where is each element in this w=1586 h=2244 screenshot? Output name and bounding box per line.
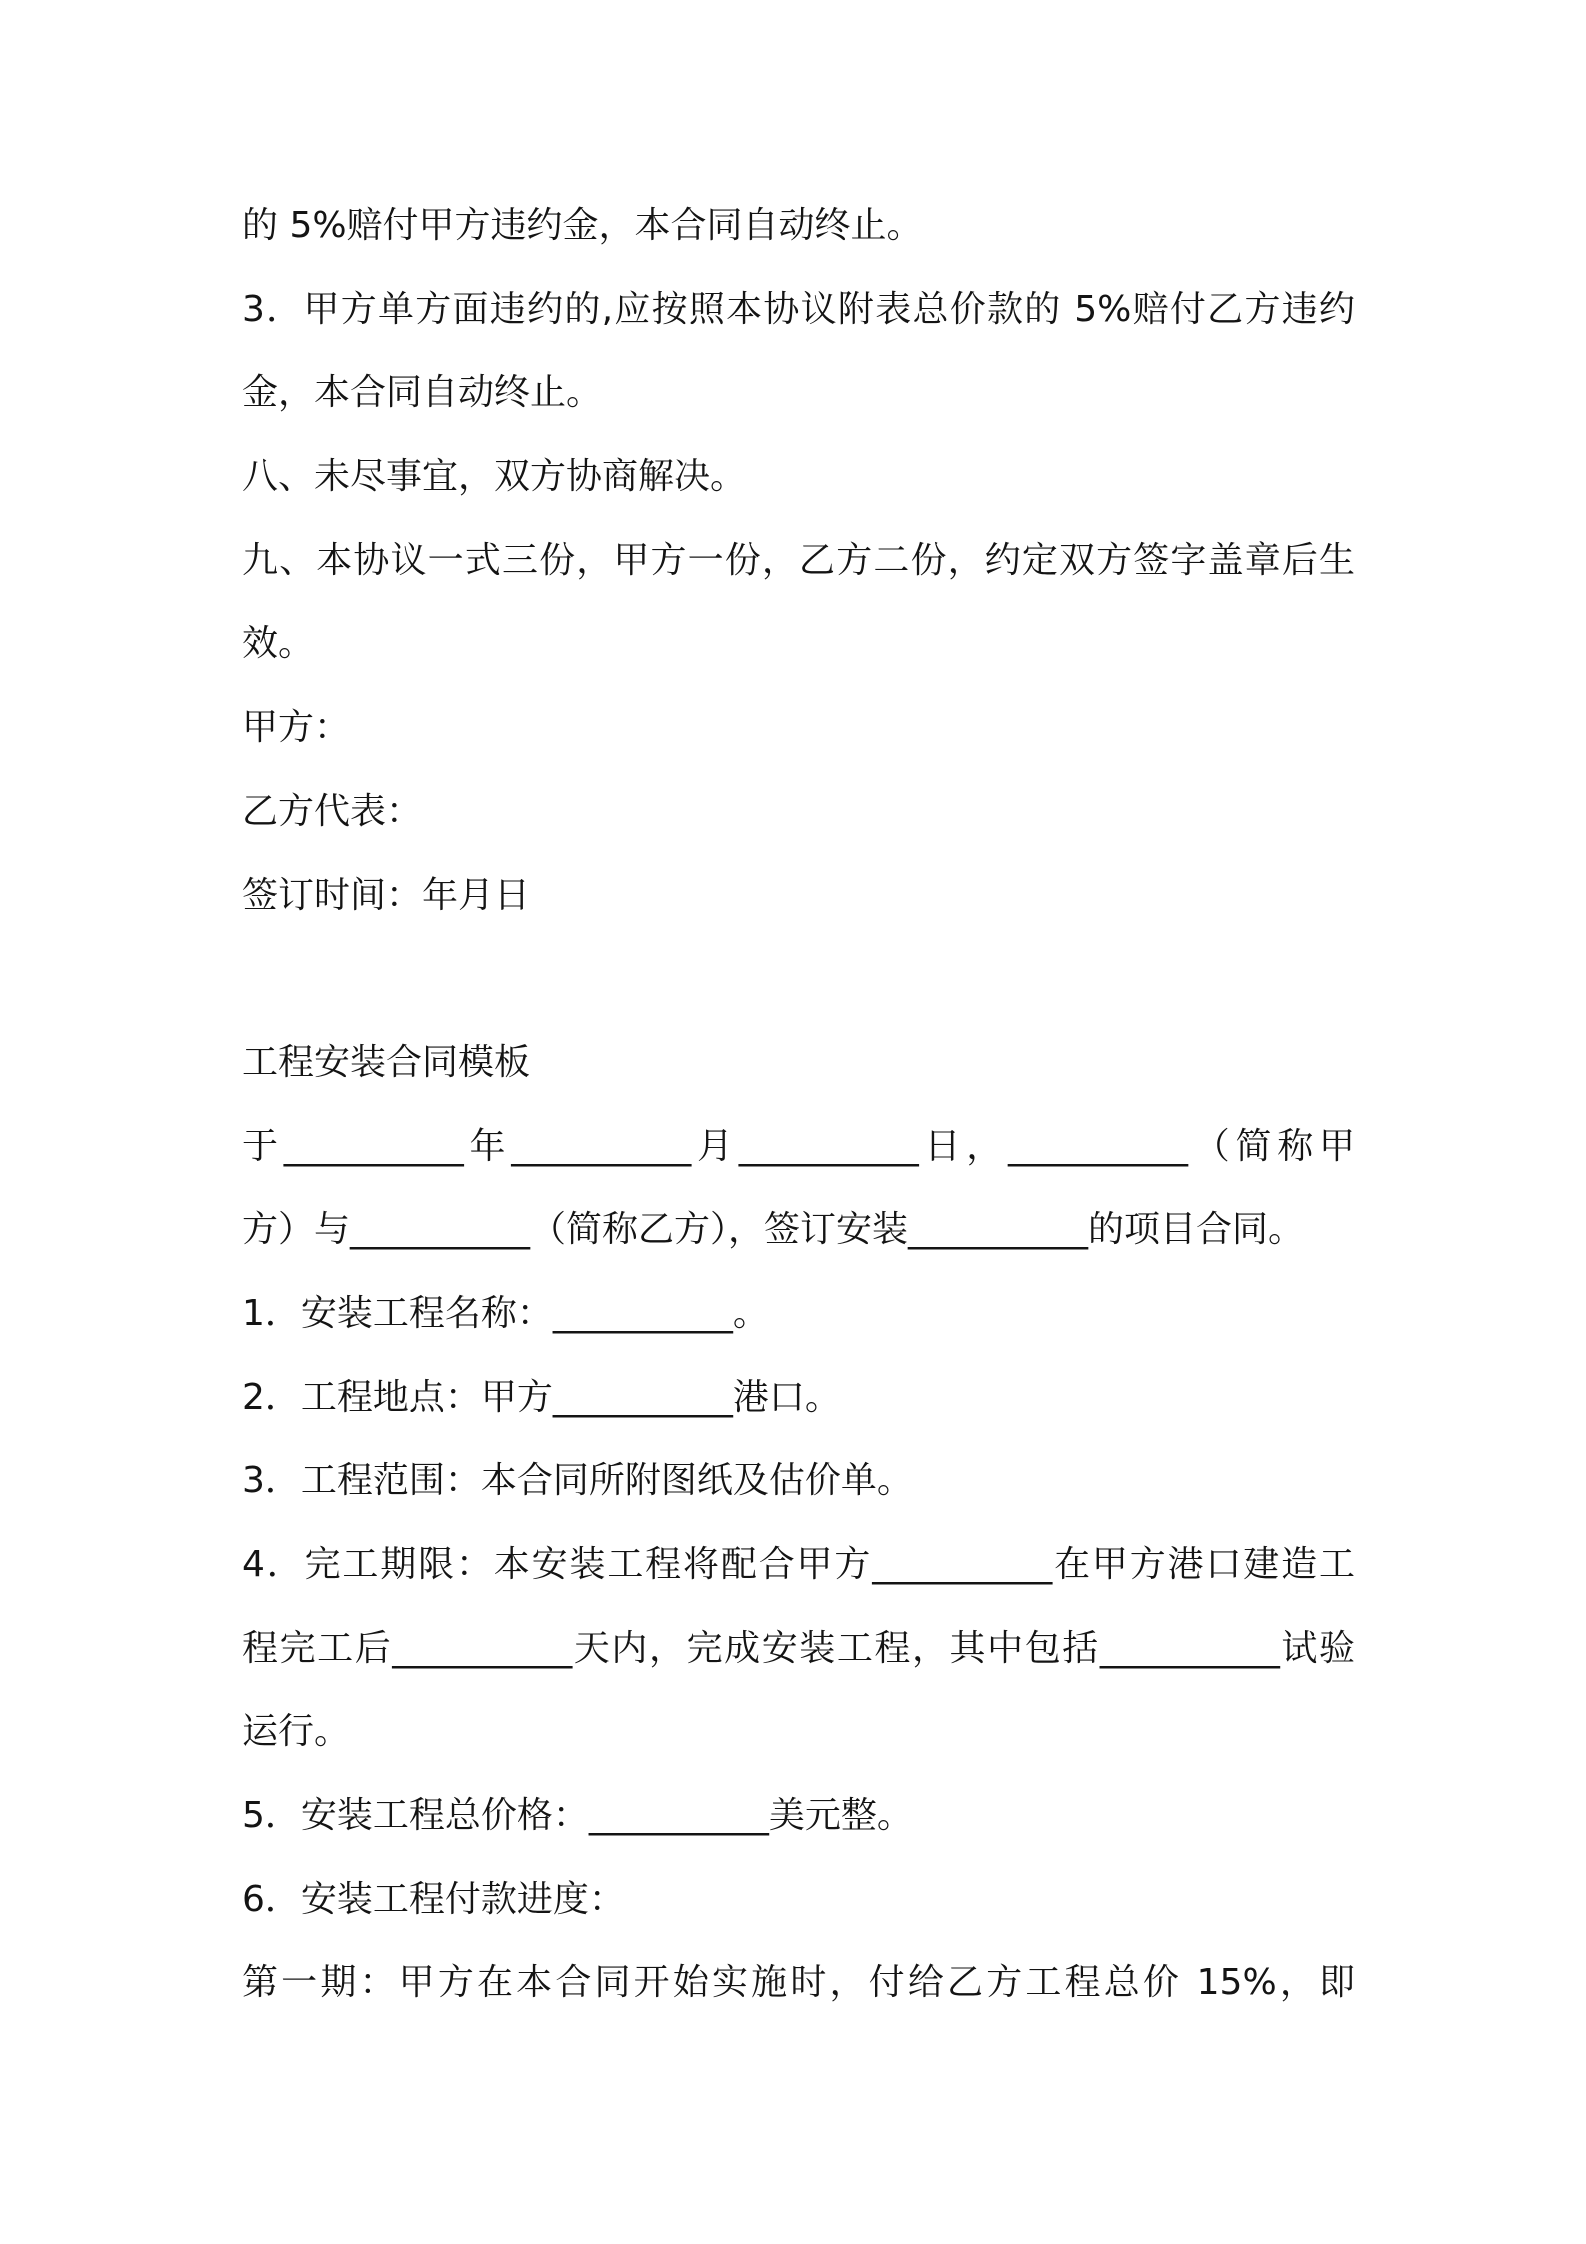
item-2-project-location: 2．工程地点：甲方__________港口。 [242,1376,841,1418]
item-1-project-name: 1．安装工程名称：__________。 [242,1292,769,1334]
item-5-total-price: 5．安装工程总价格：__________美元整。 [242,1795,913,1837]
clause-9-line-2: 效。 [242,623,315,665]
party-b-representative-label: 乙方代表： [242,790,423,832]
clause-7-3-line-1: 3．甲方单方面违约的,应按照本协议附表总价款的 5%赔付乙方违约 [242,288,1355,330]
clause-7-3-line-2: 金，本合同自动终止。 [242,372,603,414]
section-spacer [242,937,1355,1021]
item-4-completion-line-1: 4．完工期限：本安装工程将配合甲方__________在甲方港口建造工 [242,1544,1355,1585]
clause-9-line-1: 九、本协议一式三份，甲方一份，乙方二份，约定双方签字盖章后生 [242,539,1355,581]
party-a-signature-label: 甲方： [242,707,351,749]
document-title: 工程安装合同模板 [242,1041,531,1083]
intro-line-2: 方）与__________（简称乙方），签订安装__________的项目合同。 [242,1209,1305,1251]
clause-7-2-continuation: 的 5%赔付甲方违约金，本合同自动终止。 [242,205,923,246]
item-4-completion-line-3: 运行。 [242,1711,351,1753]
item-4-completion-line-2: 程完工后__________天内，完成安装工程，其中包括__________试验 [242,1627,1355,1669]
item-3-project-scope: 3．工程范围：本合同所附图纸及估价单。 [242,1460,913,1502]
document-page [242,184,1355,2025]
intro-line-1: 于__________年__________月__________日，__________（简称甲 [242,1125,1356,1167]
clause-8: 八、未尽事宜，双方协商解决。 [242,456,747,498]
payment-phase-1: 第一期：甲方在本合同开始实施时，付给乙方工程总价 15%，即 [242,1962,1355,2004]
item-6-payment-schedule: 6．安装工程付款进度： [242,1878,625,1920]
signing-date-label: 签订时间：年月日 [242,874,531,916]
